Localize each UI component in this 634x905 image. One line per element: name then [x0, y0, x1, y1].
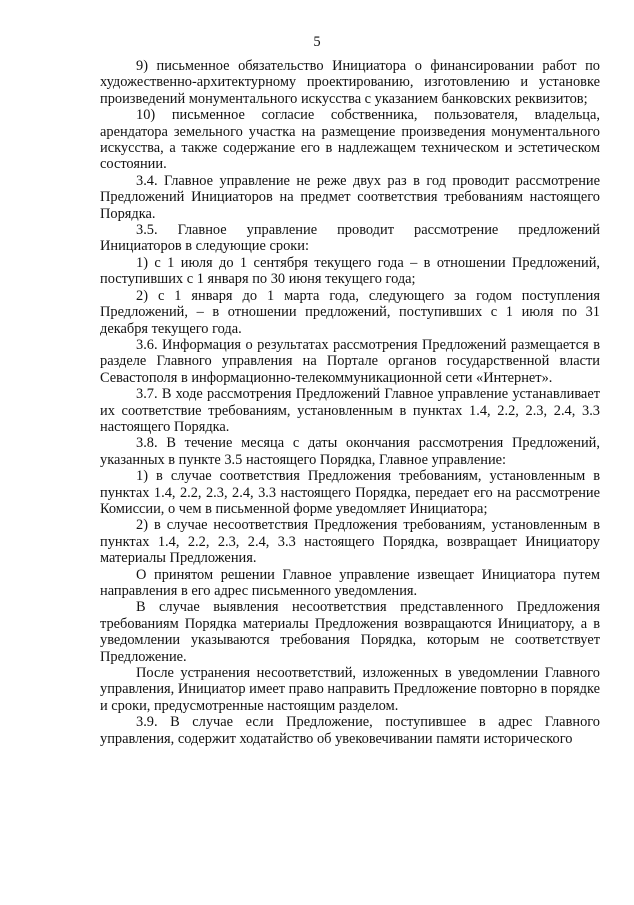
clause-3-5-item-1: 1) с 1 июля до 1 сентября текущего года – в отношении Предложений, поступивших с 1 января по 30 июня текущего года;	[100, 254, 600, 288]
clause-3-9-paragraph: 3.9. В случае если Предложение, поступившее в адрес Главного управления, содержит ходатайство об увековечивании памяти исторического	[100, 714, 600, 747]
clause-3-5-item-2: 2) с 1 января до 1 марта года, следующего за годом поступления Предложений, – в отношении предложений, поступивших с 1 июля по 31 декабря текущего года.	[100, 287, 600, 337]
nonconformity-paragraph: В случае выявления несоответствия представленного Предложения требованиям Порядка материалы Предложения возвращаются Инициатору, а в уведомлении указываются требования Порядка, которым не соответствует Предложение.	[100, 599, 600, 665]
clause-3-8-paragraph: 3.8. В течение месяца с даты окончания рассмотрения Предложений, указанных в пункте 3.5 настоящего Порядка, Главное управление:	[100, 435, 600, 468]
clause-3-7-paragraph: 3.7. В ходе рассмотрения Предложений Главное управление устанавливает их соответствие требованиям, установленным в пунктах 1.4, 2.2, 2.3, 2.4, 3.3 настоящего Порядка.	[100, 386, 600, 435]
document-body	[100, 58, 600, 747]
item-9-paragraph: 9) письменное обязательство Инициатора о финансировании работ по художественно-архитектурному проектированию, изготовлению и установке произведений монументального искусства с указанием банковских реквизитов;	[100, 58, 600, 107]
page-number: 5	[313, 34, 321, 50]
clause-3-8-item-1: 1) в случае соответствия Предложения требованиям, установленным в пунктах 1.4, 2.2, 2.3, 2.4, 3.3 настоящего Порядка, передает его на рассмотрение Комиссии, о чем в письменной форме уведомляет Инициатора;	[100, 468, 600, 517]
clause-3-6-paragraph: 3.6. Информация о результатах рассмотрения Предложений размещается в разделе Главного управления на Портале органов государственной власти Севастополя в информационно-телекоммуникационной сети «Интернет».	[100, 336, 600, 386]
item-10-paragraph: 10) письменное согласие собственника, пользователя, владельца, арендатора земельного участка на размещение произведения монументального искусства, а также содержание его в надлежащем техническом и эстетическом состоянии.	[100, 107, 600, 173]
clause-3-8-item-2: 2) в случае несоответствия Предложения требованиям, установленным в пунктах 1.4, 2.2, 2.3, 2.4, 3.3 настоящего Порядка, возвращает Инициатору материалы Предложения.	[100, 517, 600, 567]
resubmission-paragraph: После устранения несоответствий, изложенных в уведомлении Главного управления, Инициатор имеет право направить Предложение повторно в порядке и сроки, предусмотренные настоящим разделом.	[100, 665, 600, 714]
clause-3-5-paragraph: 3.5. Главное управление проводит рассмотрение предложений Инициаторов в следующие сроки:	[100, 222, 600, 255]
clause-3-4-paragraph: 3.4. Главное управление не реже двух раз в год проводит рассмотрение Предложений Инициаторов на предмет соответствия требованиям настоящего Порядка.	[100, 172, 600, 222]
notification-paragraph: О принятом решении Главное управление извещает Инициатора путем направления в его адрес письменного уведомления.	[100, 566, 600, 599]
